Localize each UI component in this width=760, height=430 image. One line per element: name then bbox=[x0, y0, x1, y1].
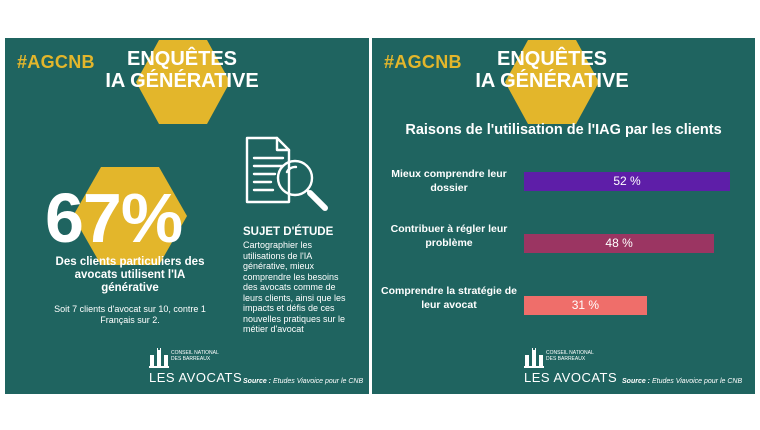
bar bbox=[524, 172, 730, 191]
hashtag: #AGCNB bbox=[384, 52, 462, 72]
category-label: Mieux comprendre leur dossier bbox=[391, 168, 507, 194]
logo-org-line1: CONSEIL NATIONAL bbox=[171, 350, 219, 356]
right-panel bbox=[372, 38, 755, 394]
category-label: Comprendre la stratégie de leur avocat bbox=[381, 285, 517, 311]
source-label: Source : bbox=[622, 378, 651, 385]
bar-value-label: 52 % bbox=[613, 174, 641, 188]
stat-detail: Soit 7 clients d'avocat sur 10, contre 1 Français sur 2. bbox=[54, 304, 206, 325]
title-line1: ENQUÊTES bbox=[126, 48, 238, 70]
big-percentage: 67% bbox=[45, 179, 183, 257]
hashtag: #AGCNB bbox=[17, 52, 95, 72]
title-line2: IA GÉNÉRATIVE bbox=[475, 70, 629, 92]
source-label: Source : bbox=[243, 378, 272, 385]
logo-name: LES AVOCATS bbox=[524, 370, 618, 385]
category-label: Contribuer à régler leur problème bbox=[390, 223, 508, 249]
bar bbox=[524, 296, 647, 315]
bar-value-label: 48 % bbox=[605, 236, 633, 250]
title-line1: ENQUÊTES bbox=[496, 48, 608, 70]
page-title bbox=[87, 48, 277, 92]
study-title: SUJET D'ÉTUDE bbox=[243, 226, 334, 238]
logo-org-line1: CONSEIL NATIONAL bbox=[546, 350, 594, 356]
logo-org-line2: DES BARREAUX bbox=[171, 355, 211, 362]
stat-label: Des clients particuliers des avocats utilisent l'IA générative bbox=[55, 256, 205, 294]
building-logo-icon bbox=[149, 348, 169, 368]
source-text: Etudes Viavoice pour le CNB bbox=[272, 378, 364, 385]
document-magnifier-icon bbox=[245, 132, 333, 214]
left-panel bbox=[5, 38, 369, 394]
logo-org-line2: DES BARREAUX bbox=[546, 355, 586, 362]
bar bbox=[524, 234, 714, 253]
chart-title: Raisons de l'utilisation de l'IAG par les clients bbox=[405, 122, 722, 138]
title-line2: IA GÉNÉRATIVE bbox=[105, 70, 259, 92]
building-logo-icon bbox=[524, 348, 544, 368]
source-note bbox=[622, 378, 742, 385]
study-text: Cartographier les utilisations de l'IA générative, mieux comprendre les besoins des avocats comme de leurs clients, ainsi que les impacts et défis de ces nouvelles pratiques sur le métier d'avocat bbox=[243, 240, 346, 334]
source-note bbox=[243, 378, 363, 385]
page-title bbox=[457, 48, 647, 92]
source-text: Etudes Viavoice pour le CNB bbox=[651, 378, 743, 385]
logo-name: LES AVOCATS bbox=[149, 370, 243, 385]
bar-value-label: 31 % bbox=[571, 298, 600, 312]
